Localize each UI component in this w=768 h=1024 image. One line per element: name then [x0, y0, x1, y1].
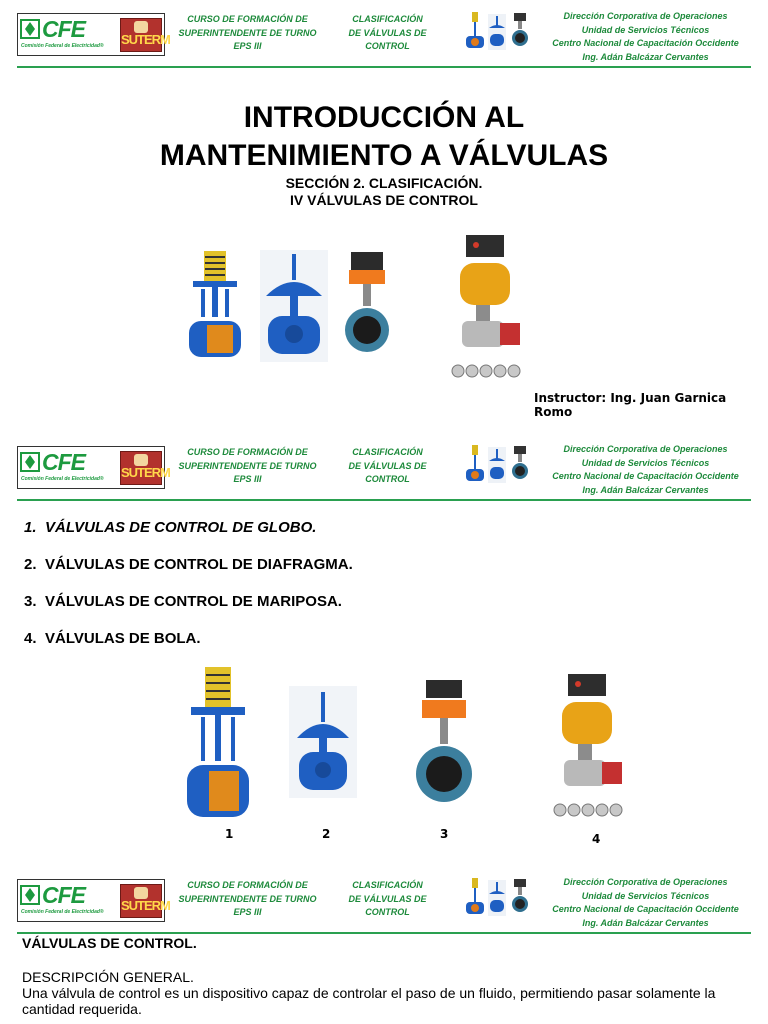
- cfe-caption: Comisión Federal de Electricidad®: [21, 476, 104, 482]
- suterm-logo: [120, 451, 170, 485]
- list-label: VÁLVULAS DE CONTROL DE GLOBO.: [45, 519, 317, 536]
- butterfly-valve-icon: [512, 13, 528, 46]
- slide3-body: [22, 969, 752, 1017]
- org-line: Centro Nacional de Capacitación Occidente: [552, 38, 739, 48]
- cfe-emblem-icon: [20, 18, 42, 42]
- cfe-logo: [20, 449, 118, 486]
- logo-box: [17, 446, 170, 489]
- topic-line: CLASIFICACIÓN: [352, 880, 423, 890]
- diaphragm-valve-image: [289, 686, 357, 798]
- header-band-1: [0, 0, 768, 68]
- topic-line: CLASIFICACIÓN: [352, 14, 423, 24]
- image-caption-3: 3: [440, 827, 449, 841]
- course-line: SUPERINTENDENTE DE TURNO: [178, 460, 317, 471]
- organization-info: [538, 10, 753, 64]
- cfe-wordmark: CFE: [42, 882, 85, 908]
- globe-valve-icon: [466, 878, 484, 914]
- cfe-logo: [20, 16, 118, 53]
- course-line: SUPERINTENDENTE DE TURNO: [178, 893, 317, 904]
- topic-line: DE VÁLVULAS DE: [348, 460, 427, 471]
- suterm-logo: [120, 18, 170, 52]
- org-line: Centro Nacional de Capacitación Occidente: [552, 471, 739, 481]
- logo-box: [17, 879, 170, 922]
- course-line: EPS III: [233, 907, 262, 917]
- suterm-wordmark: SUTERM: [121, 32, 170, 47]
- course-line: CURSO DE FORMACIÓN DE: [187, 14, 308, 24]
- slide3-paragraph: Una válvula de control es un dispositivo capaz de controlar el paso de un fluido, permitiendo pasar solamente la cantidad requerida.: [22, 985, 716, 1017]
- org-line: Dirección Corporativa de Operaciones: [563, 877, 728, 887]
- org-line: Dirección Corporativa de Operaciones: [563, 11, 728, 21]
- slide3-heading: VÁLVULAS DE CONTROL.: [22, 935, 197, 951]
- topic-line: DE VÁLVULAS DE: [348, 893, 427, 904]
- org-line: Unidad de Servicios Técnicos: [581, 890, 710, 901]
- cfe-emblem-icon: [20, 884, 42, 908]
- slide3-subheading: DESCRIPCIÓN GENERAL.: [22, 969, 194, 985]
- butterfly-valve-image: [414, 678, 474, 810]
- header-band-3: [0, 866, 768, 934]
- course-title: [170, 446, 325, 487]
- valve-type-list: [24, 519, 353, 667]
- list-number: 3.: [24, 593, 37, 610]
- globe-valve-icon: [466, 445, 484, 481]
- topic-line: CONTROL: [365, 907, 410, 917]
- list-label: VÁLVULAS DE BOLA.: [45, 630, 201, 647]
- diaphragm-valve-icon: [488, 14, 506, 50]
- course-title: [170, 13, 325, 54]
- course-title: [170, 879, 325, 920]
- topic-line: DE VÁLVULAS DE: [348, 27, 427, 38]
- image-caption-2: 2: [322, 827, 331, 841]
- image-caption-1: 1: [225, 827, 234, 841]
- list-label: VÁLVULAS DE CONTROL DE DIAFRAGMA.: [45, 556, 353, 573]
- topic-line: CONTROL: [365, 41, 410, 51]
- cfe-caption: Comisión Federal de Electricidad®: [21, 43, 104, 49]
- list-number: 1.: [24, 519, 37, 536]
- organization-info: [538, 443, 753, 497]
- cfe-emblem-icon: [20, 451, 42, 475]
- instructor-name: Instructor: Ing. Juan Garnica Romo: [534, 391, 727, 419]
- organization-info: [538, 876, 753, 930]
- cfe-wordmark: CFE: [42, 16, 85, 42]
- globe-valve-icon: [466, 12, 484, 48]
- ball-valve-image: [448, 233, 528, 383]
- valve-icons-strip: [462, 876, 537, 920]
- butterfly-valve-icon: [512, 879, 528, 912]
- org-line: Ing. Adán Balcázar Cervantes: [582, 917, 709, 928]
- cfe-wordmark: CFE: [42, 449, 85, 475]
- suterm-wordmark: SUTERM: [121, 465, 170, 480]
- list-number: 4.: [24, 630, 37, 647]
- course-line: EPS III: [233, 41, 262, 51]
- slide1-title-line1: INTRODUCCIÓN AL: [243, 101, 525, 134]
- header-band-2: [0, 433, 768, 501]
- list-item: [24, 556, 353, 593]
- topic-title: [340, 13, 435, 54]
- slide1-subsection: IV VÁLVULAS DE CONTROL: [290, 192, 478, 208]
- course-line: EPS III: [233, 474, 262, 484]
- topic-line: CONTROL: [365, 474, 410, 484]
- suterm-logo: [120, 884, 170, 918]
- slide1-section: SECCIÓN 2. CLASIFICACIÓN.: [285, 175, 483, 191]
- course-line: CURSO DE FORMACIÓN DE: [187, 880, 308, 890]
- cfe-caption: Comisión Federal de Electricidad®: [21, 909, 104, 915]
- org-line: Unidad de Servicios Técnicos: [581, 24, 710, 35]
- butterfly-valve-image: [345, 250, 389, 358]
- topic-line: CLASIFICACIÓN: [352, 447, 423, 457]
- ball-valve-image: [550, 672, 630, 822]
- org-line: Ing. Adán Balcázar Cervantes: [582, 484, 709, 495]
- globe-valve-image: [185, 245, 245, 365]
- course-line: SUPERINTENDENTE DE TURNO: [178, 27, 317, 38]
- org-line: Ing. Adán Balcázar Cervantes: [582, 51, 709, 62]
- header-divider: [17, 499, 751, 501]
- butterfly-valve-icon: [512, 446, 528, 479]
- cfe-logo: [20, 882, 118, 919]
- org-line: Dirección Corporativa de Operaciones: [563, 444, 728, 454]
- diaphragm-valve-icon: [488, 880, 506, 916]
- topic-title: [340, 446, 435, 487]
- list-number: 2.: [24, 556, 37, 573]
- list-label: VÁLVULAS DE CONTROL DE MARIPOSA.: [45, 593, 342, 610]
- topic-title: [340, 879, 435, 920]
- header-divider: [17, 66, 751, 68]
- suterm-wordmark: SUTERM: [121, 898, 170, 913]
- logo-box: [17, 13, 170, 56]
- course-line: CURSO DE FORMACIÓN DE: [187, 447, 308, 457]
- diaphragm-valve-image: [260, 250, 328, 362]
- org-line: Centro Nacional de Capacitación Occidente: [552, 904, 739, 914]
- list-item: [24, 630, 353, 667]
- header-divider: [17, 932, 751, 934]
- image-caption-4: 4: [592, 832, 601, 846]
- slide1-title-line2: MANTENIMIENTO A VÁLVULAS: [159, 139, 609, 172]
- valve-icons-strip: [462, 443, 537, 487]
- globe-valve-image: [183, 663, 253, 823]
- valve-icons-strip: [462, 10, 537, 54]
- org-line: Unidad de Servicios Técnicos: [581, 457, 710, 468]
- list-item: [24, 593, 353, 630]
- diaphragm-valve-icon: [488, 447, 506, 483]
- list-item: [24, 519, 353, 556]
